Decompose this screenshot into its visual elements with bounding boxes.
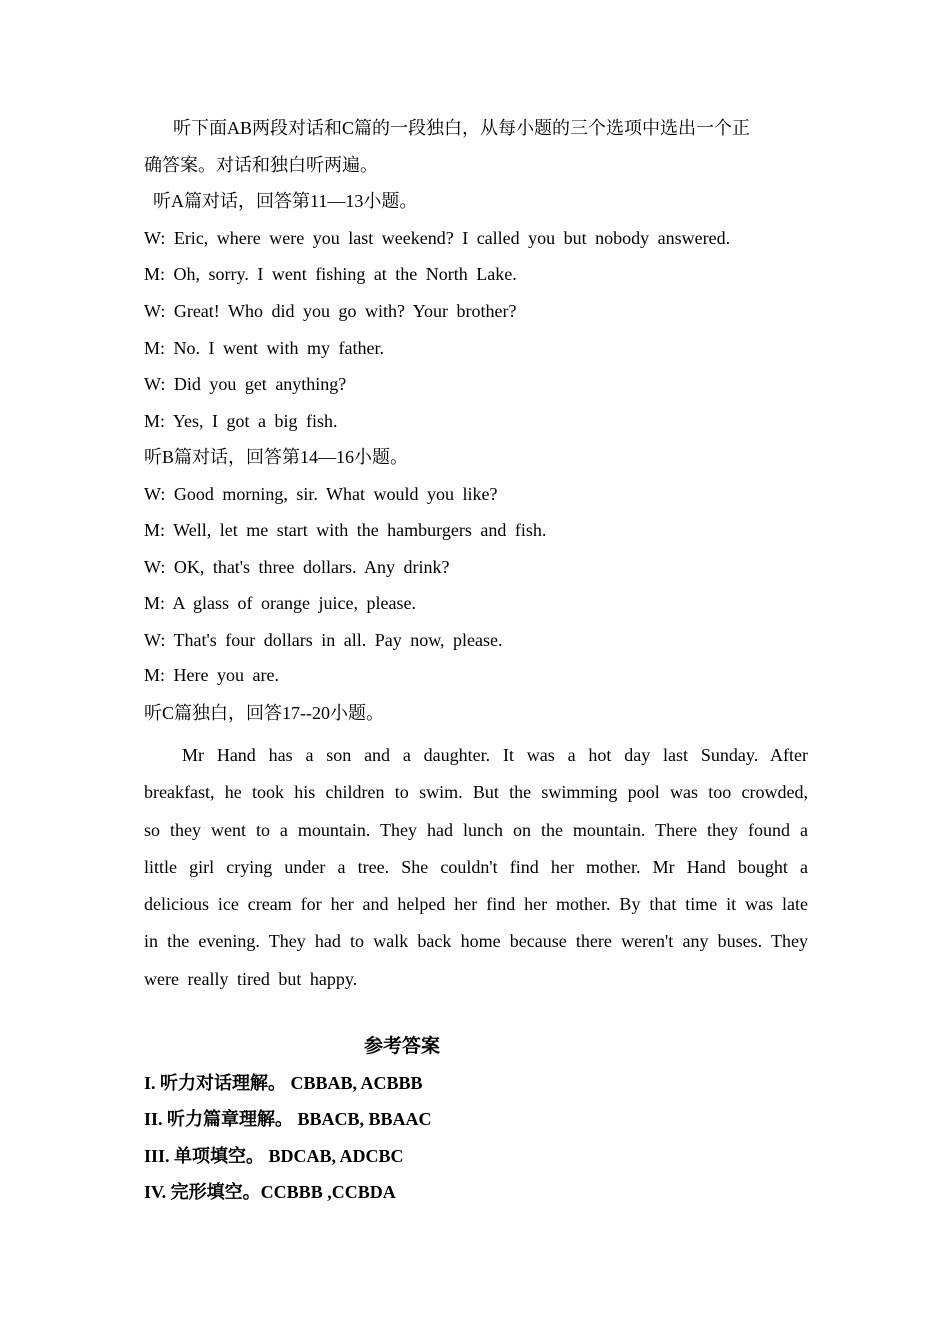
answer-line-4: IV. 完形填空。CCBBB ,CCBDA <box>144 1182 396 1202</box>
part-a-heading: 听A篇对话，回答第11—13小题。 <box>153 191 418 211</box>
dialogue-a-line-1: W: Eric, where were you last weekend? I called you but nobody answered. <box>144 228 731 248</box>
monologue-paragraph: Mr Hand has a son and a daughter. It was a hot day last Sunday. After breakfast, he took his children to swim. But the swimming pool was too crowded, so they went to a mountain. They had lunch on the mountain. There they found a little girl crying under a tree. She couldn't find her mother. Mr Hand bought a delicious ice cream for her and helped her find her mother. By that time it was late in the evening. They had to walk back home because there weren't any buses. They were really tired but happy. <box>144 745 808 989</box>
instructions-line-1: 听下面AB两段对话和C篇的一段独白，从每小题的三个选项中选出一个正 <box>173 118 751 138</box>
instructions-line-2: 确答案。对话和独白听两遍。 <box>144 155 378 175</box>
part-b-heading: 听B篇对话，回答第14—16小题。 <box>144 447 409 467</box>
dialogue-b-line-6: M: Here you are. <box>144 665 279 685</box>
dialogue-a-line-5: W: Did you get anything? <box>144 374 347 394</box>
dialogue-b-line-1: W: Good morning, sir. What would you like? <box>144 484 498 504</box>
dialogue-b-line-3: W: OK, that's three dollars. Any drink? <box>144 557 450 577</box>
part-c-heading: 听C篇独白，回答17--20小题。 <box>144 703 384 723</box>
answer-line-3: III. 单项填空。 BDCAB, ADCBC <box>144 1146 404 1166</box>
dialogue-a-line-4: M: No. I went with my father. <box>144 338 384 358</box>
answer-line-1: I. 听力对话理解。 CBBAB, ACBBB <box>144 1073 423 1093</box>
answer-line-2: II. 听力篇章理解。 BBACB, BBAAC <box>144 1109 432 1129</box>
answer-key-title: 参考答案 <box>364 1036 441 1057</box>
dialogue-a-line-6: M: Yes, I got a big fish. <box>144 411 338 431</box>
dialogue-a-line-3: W: Great! Who did you go with? Your brother? <box>144 301 517 321</box>
dialogue-b-line-4: M: A glass of orange juice, please. <box>144 593 416 613</box>
dialogue-b-line-2: M: Well, let me start with the hamburgers and fish. <box>144 520 547 540</box>
dialogue-b-line-5: W: That's four dollars in all. Pay now, please. <box>144 630 503 650</box>
dialogue-a-line-2: M: Oh, sorry. I went fishing at the North Lake. <box>144 264 517 284</box>
